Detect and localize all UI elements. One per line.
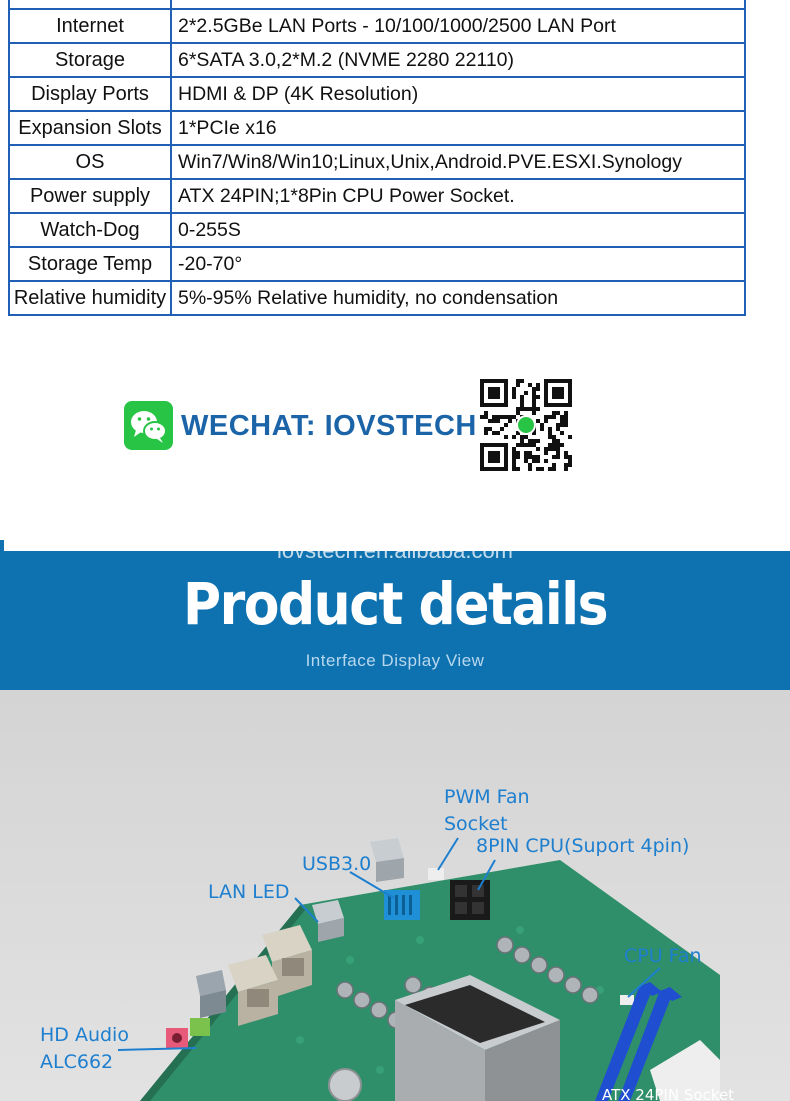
table-row — [9, 145, 745, 179]
spec-label: Watch-Dog — [9, 213, 171, 247]
cpu-fan-header — [620, 995, 634, 1005]
spec-value: 5%-95% Relative humidity, no condensation — [171, 281, 745, 315]
spec-label: Internet — [9, 9, 171, 43]
watermark: iovstech.en.alibaba.com — [276, 538, 514, 563]
callout-usb3: USB3.0 — [302, 853, 372, 875]
spec-value: HDMI & DP (4K Resolution) — [171, 77, 745, 111]
spec-label: Display Ports — [9, 77, 171, 111]
wechat-id-text: WECHAT: IOVSTECH — [181, 410, 477, 442]
cmos-battery — [329, 1069, 361, 1101]
spec-label: Relative humidity — [9, 281, 171, 315]
table-row — [9, 43, 745, 77]
callout-lan-led: LAN LED — [208, 881, 290, 903]
callout-atx: ATX 24PIN Socket — [602, 1086, 735, 1101]
spec-label: Storage — [9, 43, 171, 77]
spec-value: ATX 24PIN;1*8Pin CPU Power Socket. — [171, 179, 745, 213]
spec-table — [8, 0, 746, 316]
spec-value: Win7/Win8/Win10;Linux,Unix,Android.PVE.ESXI.Synology — [171, 145, 745, 179]
table-row — [9, 111, 745, 145]
table-row — [9, 247, 745, 281]
spec-label — [9, 0, 171, 9]
spec-value — [171, 0, 745, 9]
banner-subtitle: Interface Display View — [305, 651, 485, 670]
callout-hd-audio: HD Audio ALC662 — [40, 1024, 129, 1073]
spec-label: OS — [9, 145, 171, 179]
callout-pwm-fan: PWM Fan Socket — [444, 786, 530, 835]
spec-value: 1*PCIe x16 — [171, 111, 745, 145]
spec-label: Storage Temp — [9, 247, 171, 281]
spec-label: Power supply — [9, 179, 171, 213]
qr-code-icon — [480, 379, 572, 471]
table-row — [9, 0, 745, 9]
product-image — [0, 690, 790, 1101]
spec-value: 6*SATA 3.0,2*M.2 (NVME 2280 22110) — [171, 43, 745, 77]
banner-title: Product details — [182, 571, 608, 639]
callout-cpu-power: 8PIN CPU(Suport 4pin) — [476, 835, 690, 857]
table-row — [9, 281, 745, 315]
table-row — [9, 213, 745, 247]
spec-value: 2*2.5GBe LAN Ports - 10/100/1000/2500 LAN Port — [171, 9, 745, 43]
wechat-logo-icon — [124, 401, 173, 450]
spec-value: -20-70° — [171, 247, 745, 281]
table-row — [9, 179, 745, 213]
wechat-bubbles-icon — [124, 401, 173, 450]
qr-code — [480, 379, 572, 471]
spec-value: 0-255S — [171, 213, 745, 247]
callout-cpu-fan: CPU Fan — [624, 945, 702, 967]
table-row — [9, 77, 745, 111]
spec-label: Expansion Slots — [9, 111, 171, 145]
table-row — [9, 9, 745, 43]
pwm-fan-socket — [428, 868, 444, 880]
